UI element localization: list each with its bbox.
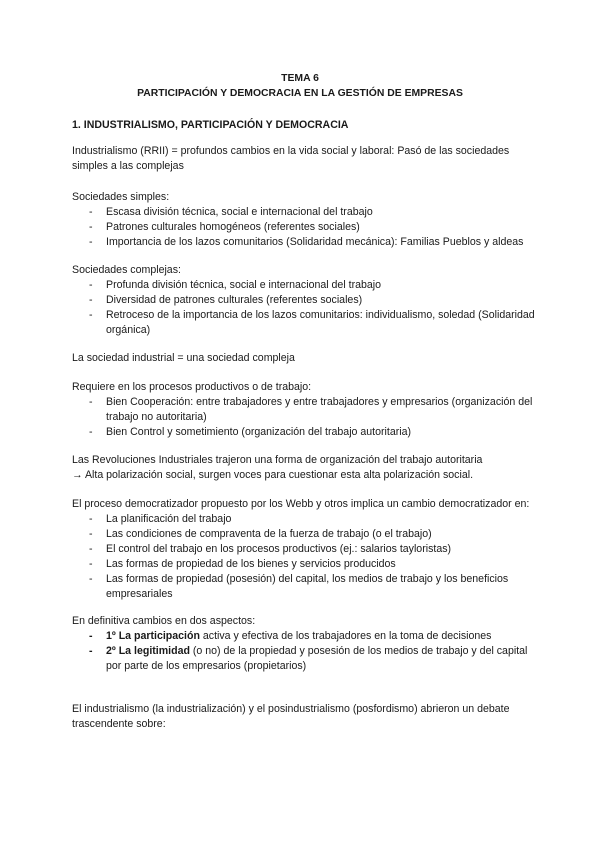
aspect-text: (o no) de la propiedad y posesión de los medios de trabajo y del capital por parte de los empresarios (propietarios) — [106, 645, 528, 672]
aspect-text: activa y efectiva de los trabajadores en la toma de decisiones — [199, 630, 492, 642]
list-item: - La planificación del trabajo — [72, 512, 542, 527]
list-item: - Importancia de los lazos comunitarios (Solidaridad mecánica): Familias Pueblos y aldeas — [72, 235, 542, 250]
aspect-title: 1º La participación — [106, 630, 200, 642]
list-item: - Profunda división técnica, social e internacional del trabajo — [72, 278, 542, 293]
list-item: - El control del trabajo en los procesos productivos (ej.: salarios tayloristas) — [72, 542, 542, 557]
industrial-paragraph: La sociedad industrial = una sociedad compleja — [72, 352, 295, 364]
debate-paragraph: El industrialismo (la industrialización) y el posindustrialismo (posfordismo) abrieron un debate trascendente sobre: — [72, 703, 510, 730]
simples-label: Sociedades simples: — [72, 191, 170, 203]
topic-number: TEMA 6 — [281, 73, 319, 84]
requiere-list — [72, 395, 542, 440]
document-title — [0, 71, 600, 101]
intro-paragraph: Industrialismo (RRII) = profundos cambios en la vida social y laboral: Pasó de las sociedades simples a las complejas — [72, 145, 510, 172]
list-item: - Bien Control y sometimiento (organización del trabajo autoritaria) — [72, 425, 542, 440]
list-item: - Escasa división técnica, social e internacional del trabajo — [72, 205, 542, 220]
complejas-list — [72, 278, 542, 338]
aspect-title: 2º La legitimidad — [106, 645, 190, 657]
aspectos-list — [72, 629, 542, 674]
list-item: - Retroceso de la importancia de los lazos comunitarios: individualismo, soledad (Solidaridad orgánica) — [72, 308, 542, 338]
complejas-label: Sociedades complejas: — [72, 264, 181, 276]
webb-list — [72, 512, 542, 602]
list-item: - Diversidad de patrones culturales (referentes sociales) — [72, 293, 542, 308]
topic-title: PARTICIPACIÓN Y DEMOCRACIA EN LA GESTIÓN DE EMPRESAS — [137, 88, 463, 99]
section-heading: 1. INDUSTRIALISMO, PARTICIPACIÓN Y DEMOCRACIA — [72, 119, 349, 131]
simples-list — [72, 205, 542, 250]
webb-label: El proceso democratizador propuesto por los Webb y otros implica un cambio democratizador en: — [72, 498, 530, 510]
list-item — [72, 644, 542, 674]
list-item: - Las formas de propiedad (posesión) del capital, los medios de trabajo y los beneficios empresariales — [72, 572, 542, 602]
list-item — [72, 629, 542, 644]
revoluciones-paragraph — [72, 453, 542, 483]
requiere-label: Requiere en los procesos productivos o de trabajo: — [72, 381, 312, 393]
definitiva-label: En definitiva cambios en dos aspectos: — [72, 615, 256, 627]
list-item: - Bien Cooperación: entre trabajadores y entre trabajadores y empresarios (organización del trabajo no autoritaria) — [72, 395, 542, 425]
list-item: - Las formas de propiedad de los bienes y servicios producidos — [72, 557, 542, 572]
list-item: - Patrones culturales homogéneos (referentes sociales) — [72, 220, 542, 235]
list-item: - Las condiciones de compraventa de la fuerza de trabajo (o el trabajo) — [72, 527, 542, 542]
polarizacion-line: → Alta polarización social, surgen voces para cuestionar esta alta polarización social. — [72, 469, 474, 481]
revoluciones-line: Las Revoluciones Industriales trajeron una forma de organización del trabajo autoritaria — [72, 454, 483, 466]
